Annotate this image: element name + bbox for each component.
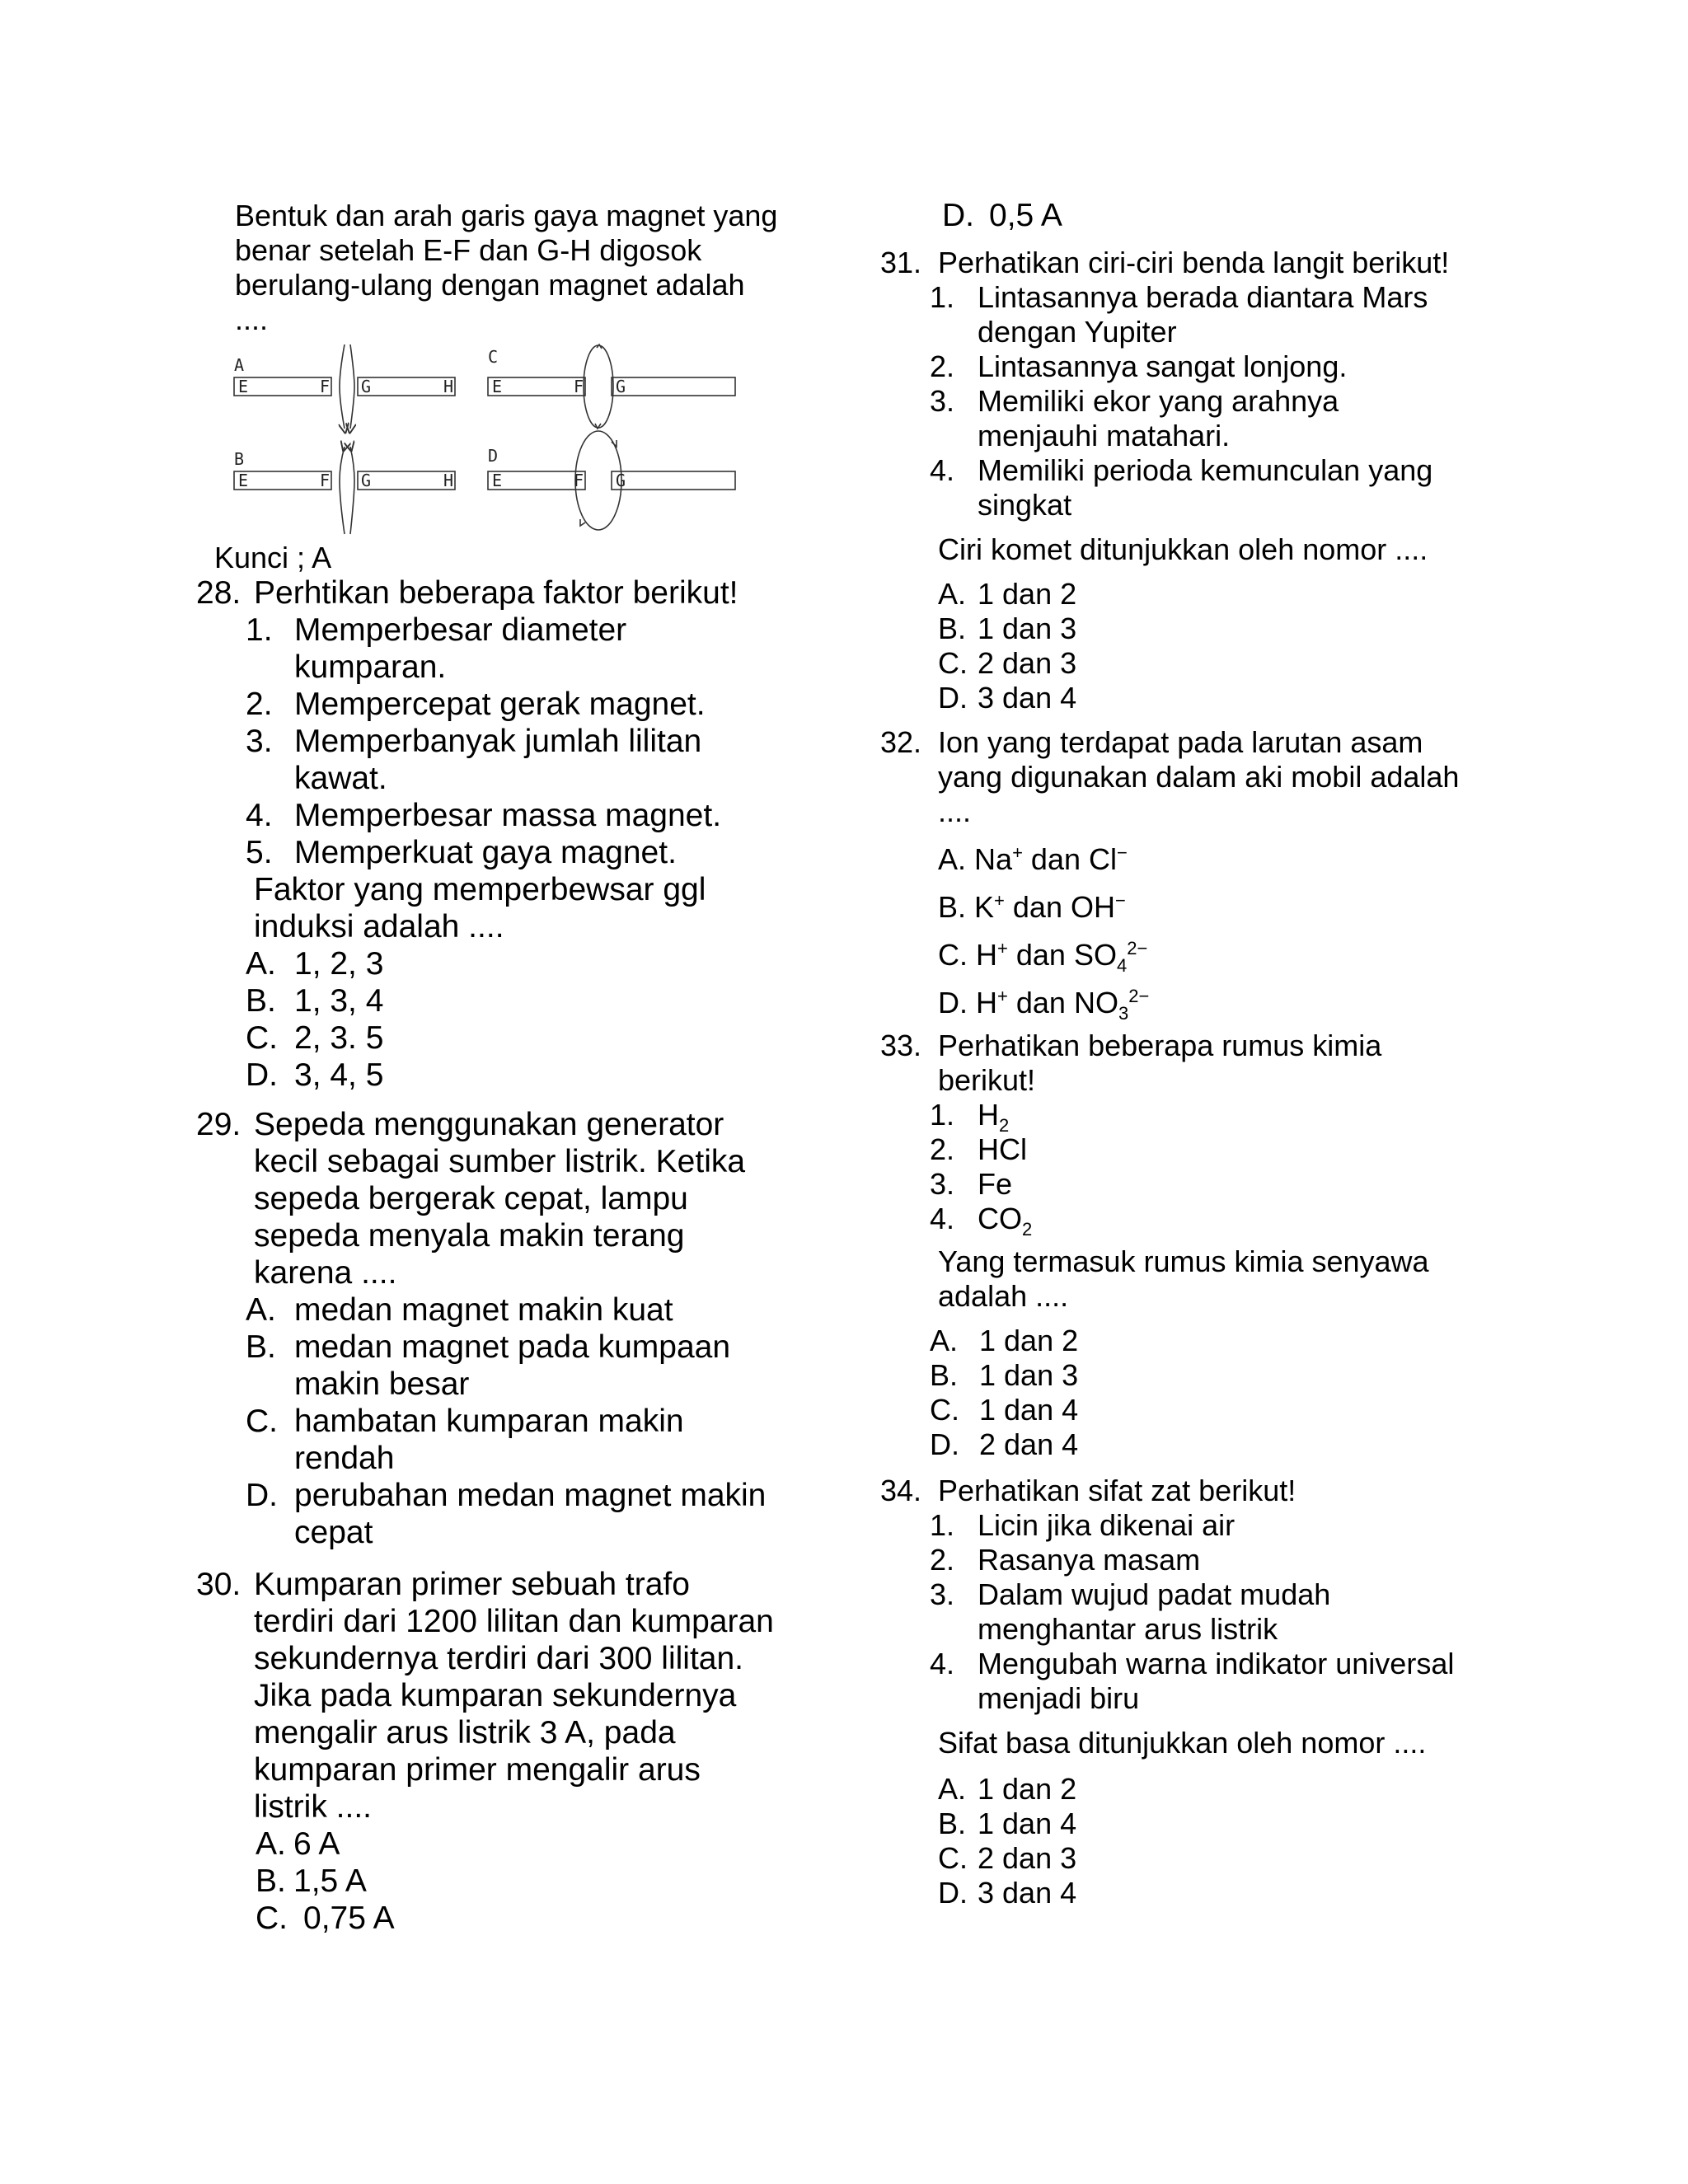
- q29-stem: karena ....: [254, 1255, 397, 1291]
- q33-item-formula: [978, 1169, 1012, 1200]
- q30-stem: Kumparan primer sebuah trafo: [254, 1567, 690, 1602]
- q29-option-letter: A.: [246, 1292, 276, 1328]
- q31-item-text: dengan Yupiter: [978, 315, 1177, 349]
- q34-item-text: Dalam wujud padat mudah: [978, 1577, 1331, 1611]
- q30-stem: listrik ....: [254, 1789, 372, 1825]
- magnet-field-diagram: [231, 338, 742, 544]
- q29-option-text: perubahan medan magnet makin: [294, 1478, 767, 1513]
- ion-formula: NO: [1073, 986, 1118, 1019]
- q28-stem: Perhtikan beberapa faktor berikut!: [254, 575, 738, 611]
- q34-item-text: Licin jika dikenai air: [978, 1508, 1236, 1542]
- bar-g-d: [612, 471, 735, 490]
- diagram-label-e: E: [492, 377, 503, 396]
- q32-option-letter: C.: [938, 938, 968, 972]
- q30-stem: Jika pada kumparan sekundernya: [254, 1678, 737, 1713]
- diagram-label-g: G: [616, 471, 626, 490]
- q32-option-conjunction: dan: [1004, 890, 1071, 924]
- q29-option-text: rendah: [294, 1441, 395, 1476]
- q29-stem: Sepeda menggunakan generator: [254, 1107, 724, 1142]
- ion-formula: H: [976, 938, 998, 972]
- q27-intro-line: benar setelah E-F dan G-H digosok: [235, 233, 702, 267]
- q30-option-letter: C.: [256, 1900, 288, 1936]
- q34-option-text: 3 dan 4: [978, 1876, 1077, 1910]
- q31-number: 31.: [880, 246, 922, 279]
- q27-intro-line: Bentuk dan arah garis gaya magnet yang: [235, 199, 778, 232]
- q28-option-letter: C.: [246, 1020, 278, 1056]
- q29-stem: sepeda menyala makin terang: [254, 1218, 685, 1254]
- q31-item-text: Lintasannya sangat lonjong.: [978, 349, 1348, 383]
- q28-item-number: 4.: [246, 798, 273, 833]
- q33-item-number: 3.: [930, 1167, 955, 1201]
- q29-number: 29.: [196, 1107, 241, 1142]
- q27-key: Kunci ; A: [214, 541, 332, 574]
- ion-formula: Cl: [1089, 842, 1117, 876]
- q31-option-text: 1 dan 3: [978, 612, 1077, 645]
- formula-subscript: 2: [999, 1115, 1010, 1137]
- diagram-label-f: F: [574, 471, 584, 490]
- q28-item-text: Memperbesar diameter: [294, 612, 627, 648]
- q29-option-text: makin besar: [294, 1366, 470, 1402]
- q31-option-letter: C.: [938, 646, 968, 680]
- ion-charge: +: [994, 890, 1005, 911]
- q29-stem: kecil sebagai sumber listrik. Ketika: [254, 1144, 746, 1179]
- q31-option-letter: B.: [938, 612, 967, 645]
- q28-item-text: kumparan.: [294, 649, 447, 685]
- diagram-label-f: F: [320, 471, 331, 490]
- ion-charge: +: [997, 938, 1008, 958]
- ion-formula: H: [976, 986, 998, 1019]
- q30-stem: sekundernya terdiri dari 300 lilitan.: [254, 1641, 743, 1676]
- q30-option-text: 6 A: [293, 1826, 340, 1862]
- q29-option-text: hambatan kumparan makin: [294, 1404, 684, 1439]
- q33-question: adalah ....: [938, 1279, 1069, 1313]
- q33-item-number: 4.: [930, 1202, 955, 1235]
- q33-option-text: 1 dan 4: [979, 1393, 1079, 1427]
- q33-number: 33.: [880, 1029, 922, 1062]
- q31-item-number: 3.: [930, 384, 955, 418]
- q33-option-text: 1 dan 2: [979, 1324, 1079, 1357]
- q28-item-number: 1.: [246, 612, 273, 648]
- bar-ef-d: [488, 471, 585, 490]
- q34-stem: Perhatikan sifat zat berikut!: [938, 1474, 1296, 1507]
- q28-item-number: 3.: [246, 724, 273, 759]
- q31-item-number: 4.: [930, 453, 955, 487]
- q34-option-letter: B.: [938, 1807, 967, 1840]
- diagram-label-g: G: [361, 377, 372, 396]
- q34-option-letter: D.: [938, 1876, 968, 1910]
- q28-number: 28.: [196, 575, 241, 611]
- diagram-label-c: C: [488, 347, 499, 367]
- ion-formula: K: [974, 890, 995, 924]
- q28-option-text: 1, 3, 4: [294, 983, 384, 1019]
- q32-option: [938, 844, 1128, 875]
- q31-question: Ciri komet ditunjukkan oleh nomor ....: [938, 532, 1428, 566]
- bar-ef-a: [234, 377, 331, 396]
- q28-item-text: Memperkuat gaya magnet.: [294, 835, 677, 870]
- formula-base: CO: [978, 1202, 1022, 1235]
- field-loop-c: [584, 345, 613, 428]
- q31-item-number: 2.: [930, 349, 955, 383]
- diagram-label-f: F: [320, 377, 331, 396]
- q33-item-formula: [978, 1098, 1010, 1137]
- q33-option-letter: D.: [930, 1427, 959, 1461]
- formula-base: Fe: [978, 1167, 1013, 1201]
- q33-item-number: 1.: [930, 1098, 955, 1132]
- ion-charge: +: [1012, 842, 1023, 863]
- diagram-label-f: F: [574, 377, 584, 396]
- q29-option-letter: B.: [246, 1329, 276, 1365]
- q28-item-text: Memperbesar massa magnet.: [294, 798, 722, 833]
- q28-item-text: Mempercepat gerak magnet.: [294, 687, 706, 722]
- q29-option-text: medan magnet makin kuat: [294, 1292, 673, 1328]
- q30-option-text: 0,5 A: [989, 198, 1062, 233]
- q34-item-text: Mengubah warna indikator universal: [978, 1647, 1455, 1680]
- q31-item-text: singkat: [978, 488, 1072, 522]
- q28-item-number: 2.: [246, 687, 273, 722]
- q28-option-letter: D.: [246, 1057, 278, 1093]
- q32-option-conjunction: dan: [1022, 842, 1089, 876]
- diagram-label-e: E: [492, 471, 503, 490]
- bar-ef-b: [234, 471, 331, 490]
- q34-item-text: menjadi biru: [978, 1681, 1140, 1715]
- q33-item-number: 2.: [930, 1132, 955, 1166]
- q34-item-number: 1.: [930, 1508, 955, 1542]
- q29-option-text: medan magnet pada kumpaan: [294, 1329, 731, 1365]
- ion-formula: OH: [1070, 890, 1115, 924]
- q32-option-letter: A.: [938, 842, 967, 876]
- q33-option-letter: A.: [930, 1324, 959, 1357]
- q31-item-text: menjauhi matahari.: [978, 419, 1231, 452]
- q31-option-text: 2 dan 3: [978, 646, 1077, 680]
- q31-option-text: 1 dan 2: [978, 577, 1077, 611]
- q34-item-number: 4.: [930, 1647, 955, 1680]
- q30-stem: mengalir arus listrik 3 A, pada: [254, 1715, 676, 1750]
- q29-stem: sepeda bergerak cepat, lampu: [254, 1181, 688, 1216]
- q28-item-number: 5.: [246, 835, 273, 870]
- q28-option-text: 3, 4, 5: [294, 1057, 384, 1093]
- q30-option-text: 1,5 A: [293, 1863, 367, 1899]
- q28-option-letter: A.: [246, 946, 276, 982]
- diagram-label-g: G: [616, 377, 626, 396]
- q30-option-letter: A.: [256, 1826, 286, 1862]
- ion-charge: −: [1117, 842, 1128, 863]
- q31-item-text: Memiliki ekor yang arahnya: [978, 384, 1339, 418]
- q34-option-letter: C.: [938, 1841, 968, 1875]
- q34-item-text: menghantar arus listrik: [978, 1612, 1278, 1646]
- ion-subscript: 3: [1118, 1003, 1129, 1024]
- q28-question: Faktor yang memperbewsar ggl: [254, 872, 706, 907]
- q32-stem: Ion yang terdapat pada larutan asam: [938, 725, 1423, 759]
- ion-charge: 2−: [1127, 938, 1148, 958]
- q33-stem: Perhatikan beberapa rumus kimia: [938, 1029, 1382, 1062]
- q34-item-number: 2.: [930, 1543, 955, 1577]
- q33-stem: berikut!: [938, 1063, 1036, 1097]
- diagram-label-g: G: [361, 471, 372, 490]
- q31-stem: Perhatikan ciri-ciri benda langit berikut!: [938, 246, 1450, 279]
- q27-intro-line: ....: [235, 302, 269, 336]
- q33-option-text: 1 dan 3: [979, 1358, 1079, 1392]
- q28-option-text: 1, 2, 3: [294, 946, 384, 982]
- ion-charge: +: [997, 986, 1008, 1006]
- q32-option-letter: D.: [938, 986, 968, 1019]
- q32-stem: yang digunakan dalam aki mobil adalah: [938, 760, 1460, 794]
- q32-option-conjunction: dan: [1007, 938, 1074, 972]
- q34-option-text: 1 dan 2: [978, 1772, 1077, 1806]
- ion-subscript: 4: [1116, 955, 1128, 977]
- q34-item-number: 3.: [930, 1577, 955, 1611]
- q32-number: 32.: [880, 725, 922, 759]
- q28-option-letter: B.: [246, 983, 276, 1019]
- q27-intro-line: berulang-ulang dengan magnet adalah: [235, 268, 745, 302]
- diagram-label-h: H: [443, 377, 454, 396]
- diagram-label-e: E: [238, 377, 249, 396]
- diagram-label-a: A: [234, 355, 245, 375]
- q32-option-conjunction: dan: [1007, 986, 1074, 1019]
- q32-stem: ....: [938, 794, 972, 828]
- diagram-label-h: H: [443, 471, 454, 490]
- formula-base: HCl: [978, 1132, 1027, 1166]
- q33-option-letter: C.: [930, 1393, 959, 1427]
- bar-gh-b: [358, 471, 455, 490]
- q30-option-letter: B.: [256, 1863, 286, 1899]
- q30-option-text: 0,75 A: [303, 1900, 395, 1936]
- q34-option-text: 2 dan 3: [978, 1841, 1077, 1875]
- q28-option-text: 2, 3. 5: [294, 1020, 384, 1056]
- q33-item-formula: [978, 1202, 1033, 1240]
- q31-item-number: 1.: [930, 280, 955, 314]
- bar-ef-c: [488, 377, 585, 396]
- ion-formula: SO: [1073, 938, 1117, 972]
- q34-question: Sifat basa ditunjukkan oleh nomor ....: [938, 1726, 1427, 1760]
- q34-option-letter: A.: [938, 1772, 967, 1806]
- q30-option-letter: D.: [942, 198, 974, 233]
- q32-option: [938, 986, 1150, 1024]
- bar-g-c: [612, 377, 735, 396]
- q31-option-letter: D.: [938, 681, 968, 715]
- q31-item-text: Memiliki perioda kemunculan yang: [978, 453, 1433, 487]
- q31-option-text: 3 dan 4: [978, 681, 1077, 715]
- ion-formula: Na: [974, 842, 1013, 876]
- ion-charge: −: [1114, 890, 1126, 911]
- q32-option: [938, 938, 1148, 977]
- q28-item-text: kawat.: [294, 761, 387, 796]
- diagram-label-b: B: [234, 449, 245, 469]
- q33-option-letter: B.: [930, 1358, 959, 1392]
- q33-item-formula: [978, 1134, 1027, 1165]
- q32-option: [938, 892, 1126, 923]
- q34-number: 34.: [880, 1474, 922, 1507]
- q29-option-text: cepat: [294, 1515, 373, 1550]
- diagram-label-e: E: [238, 471, 249, 490]
- q31-item-text: Lintasannya berada diantara Mars: [978, 280, 1428, 314]
- q34-option-text: 1 dan 4: [978, 1807, 1077, 1840]
- q33-option-text: 2 dan 4: [979, 1427, 1079, 1461]
- diagram-label-d: D: [488, 446, 499, 466]
- q30-stem: terdiri dari 1200 lilitan dan kumparan: [254, 1604, 774, 1639]
- ion-charge: 2−: [1128, 986, 1150, 1006]
- q28-item-text: Memperbanyak jumlah lilitan: [294, 724, 702, 759]
- q31-option-letter: A.: [938, 577, 967, 611]
- q29-option-letter: C.: [246, 1404, 278, 1439]
- q29-option-letter: D.: [246, 1478, 278, 1513]
- formula-subscript: 2: [1022, 1219, 1033, 1240]
- q32-option-letter: B.: [938, 890, 967, 924]
- formula-base: H: [978, 1098, 999, 1132]
- q28-question: induksi adalah ....: [254, 909, 504, 944]
- q30-number: 30.: [196, 1567, 241, 1602]
- q30-stem: kumparan primer mengalir arus: [254, 1752, 701, 1788]
- bar-gh-a: [358, 377, 455, 396]
- q34-item-text: Rasanya masam: [978, 1543, 1201, 1577]
- q33-question: Yang termasuk rumus kimia senyawa: [938, 1244, 1429, 1278]
